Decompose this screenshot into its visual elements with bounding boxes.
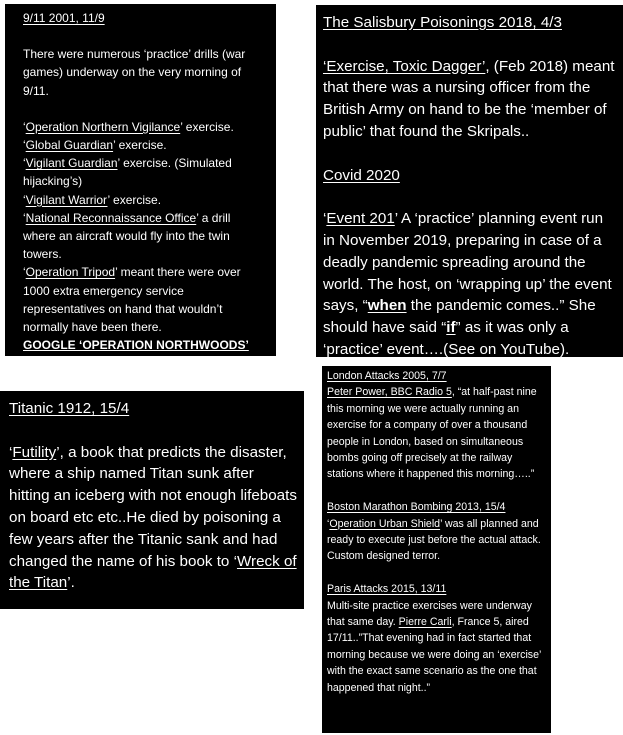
exercise-link[interactable]: Vigilant Guardian: [25, 156, 118, 171]
list-item: ‘Operation Northern Vigilance’ exercise.: [23, 119, 234, 134]
event-201-link[interactable]: Event 201: [326, 210, 395, 228]
google-northwoods-link[interactable]: GOOGLE ‘OPERATION NORTHWOODS’: [23, 338, 249, 353]
list-item: ‘Vigilant Guardian’ exercise. (Simulated hijacking’s): [23, 156, 232, 189]
exercise-link[interactable]: Operation Northern Vigilance: [25, 119, 181, 134]
list-item: ‘Vigilant Warrior’ exercise.: [23, 192, 162, 207]
list-item: ‘Global Guardian’ exercise.: [23, 138, 167, 153]
paris-title[interactable]: Paris Attacks 2015, 13/11: [327, 583, 447, 596]
panel-911: [5, 4, 276, 356]
london-title[interactable]: London Attacks 2005, 7/7: [327, 370, 447, 382]
peter-power-link[interactable]: Peter Power, BBC Radio 5: [327, 386, 452, 399]
exercise-link[interactable]: Global Guardian: [25, 138, 114, 153]
panel-911-intro: There were numerous ‘practice’ drills (war games) underway on the very morning of 9/11.: [23, 47, 246, 98]
titanic-paragraph: ‘Futility’, a book that predicts the disaster, where a ship named Titan sunk after hitting an iceberg with not enough lifeboats on board etc etc..He died by poisoning a few years after the Titanic sank and had changed the name of his book to ‘Wreck of the Titan’.: [9, 443, 297, 592]
london-paragraph: Peter Power, BBC Radio 5, “at half-past nine this morning we were actually running an exercise for a company of over a thousand people in London, based on simultaneous bombs going off precisely at the railway stations where it happened this morning…..”: [327, 386, 537, 481]
salisbury-paragraph: ‘Exercise, Toxic Dagger’, (Feb 2018) meant that there was a nursing officer from the British Army on hand to be the ‘member of public’ that found the Skripals..: [323, 57, 615, 140]
panel-salisbury-covid: [316, 5, 623, 357]
futility-link[interactable]: Futility: [12, 443, 57, 461]
panel-attacks: [322, 366, 551, 733]
urban-shield-link[interactable]: Operation Urban Shield: [329, 517, 441, 530]
covid-title[interactable]: Covid 2020: [323, 166, 400, 184]
boston-paragraph: ‘Operation Urban Shield’ was all planned and ready to execute just before the actual attack. Custom designed terror.: [327, 517, 541, 563]
wreck-of-titan-link[interactable]: Wreck of the Titan: [9, 552, 297, 592]
if-emphasis: if: [446, 319, 456, 337]
toxic-dagger-link[interactable]: ‘Exercise, Toxic Dagger’: [323, 57, 486, 75]
covid-paragraph: ‘Event 201’ A ‘practice’ planning event run in November 2019, preparing in case of a deadly pandemic spreading around the world. The host, on ‘wrapping up’ the event says, “when the pandemic comes..” She should have said “if” as it was only a ‘practice’ event….(See on YouTube).: [323, 210, 612, 358]
paris-paragraph: Multi-site practice exercises were underway that same day. Pierre Carli, France 5, aired 17/11..”That evening had in fact started that morning because we were doing an ‘exercise’ with the exact same scenario as the one that happened that night..”: [327, 599, 541, 694]
titanic-title[interactable]: Titanic 1912, 15/4: [9, 400, 130, 417]
list-item: ‘National Reconnaissance Office’ a drill where an aircraft would fly into the twin towers.: [23, 210, 231, 262]
panel-titanic: [0, 391, 304, 609]
when-emphasis: when: [367, 297, 407, 315]
boston-title[interactable]: Boston Marathon Bombing 2013, 15/4: [327, 501, 506, 514]
pierre-carli-link[interactable]: Pierre Carli: [398, 616, 452, 629]
exercise-link[interactable]: National Reconnaissance Office: [25, 210, 197, 225]
panel-911-title[interactable]: 9/11 2001, 11/9: [23, 11, 105, 25]
exercise-link[interactable]: Vigilant Warrior: [25, 192, 108, 207]
list-item: ‘Operation Tripod’ meant there were over 1000 extra emergency service representatives on hand that wouldn’t normally have been there.: [23, 265, 241, 335]
exercise-link[interactable]: Operation Tripod: [25, 265, 116, 280]
salisbury-title[interactable]: The Salisbury Poisonings 2018, 4/3: [323, 14, 562, 31]
